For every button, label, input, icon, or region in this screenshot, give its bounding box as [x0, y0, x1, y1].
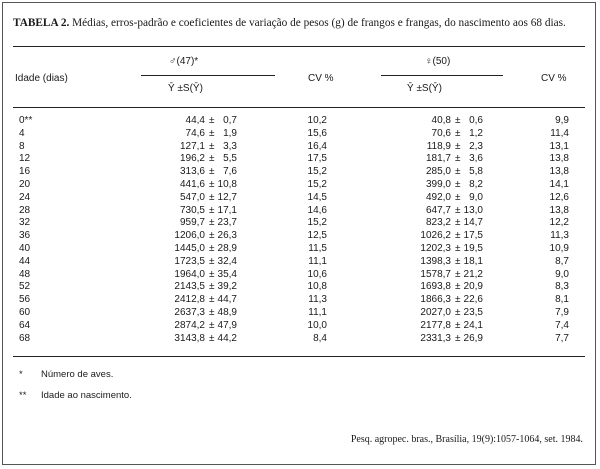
cell-male-se: 44,7: [217, 294, 237, 306]
cell-age: 44: [19, 255, 31, 267]
cell-female-mean: 1398,3: [420, 255, 451, 267]
cell-female-cv: 13,8: [549, 204, 569, 216]
cell-female-mean: 40,8: [431, 115, 451, 126]
cell-female-mean: 70,6: [431, 127, 451, 139]
cell-female-cv: 11,4: [550, 127, 569, 139]
cell-female-cv: 12,6: [549, 191, 569, 203]
cell-female-mean: 1026,2: [420, 230, 451, 242]
cell-male-mean: 3143,8: [174, 332, 205, 344]
cell-male-cv: 11,5: [308, 242, 327, 254]
cell-age: 12: [19, 153, 31, 165]
cell-female-cv: 8,3: [555, 281, 569, 293]
cell-male-mean: 196,2: [179, 153, 205, 165]
table-body: [3, 115, 597, 345]
cell-female-cv: 13,8: [549, 153, 569, 165]
cell-female-cv: 8,7: [555, 255, 569, 267]
table-row: [3, 243, 597, 256]
cell-plus-minus: ±: [209, 306, 215, 318]
cell-plus-minus: ±: [455, 153, 461, 165]
cell-plus-minus: ±: [209, 319, 215, 331]
table-row: [3, 217, 597, 230]
cell-female-se: 20,9: [463, 281, 483, 293]
cell-female-cv: 7,4: [555, 319, 569, 331]
cell-male-cv: 8,4: [313, 332, 327, 344]
cell-plus-minus: ±: [209, 332, 215, 344]
cell-female-mean: 2027,0: [420, 306, 451, 318]
cell-male-cv: 10,8: [307, 281, 327, 293]
cell-female-se: 9,0: [469, 191, 483, 203]
cell-age: 36: [19, 230, 31, 242]
cell-male-cv: 15,2: [307, 166, 327, 178]
cell-plus-minus: ±: [455, 268, 461, 280]
cell-male-se: 12,7: [217, 191, 237, 203]
cell-female-cv: 10,9: [549, 242, 569, 254]
table-row: [3, 269, 597, 282]
cell-male-mean: 1964,0: [174, 268, 205, 280]
cell-male-se: 5,5: [223, 153, 237, 165]
cell-female-mean: 1693,8: [420, 281, 451, 293]
cell-plus-minus: ±: [209, 255, 215, 267]
cell-male-mean: 1445,0: [174, 242, 205, 254]
page: [2, 2, 596, 465]
cell-plus-minus: ±: [455, 294, 461, 306]
cell-male-mean: 730,5: [179, 204, 205, 216]
cell-age: 20: [19, 178, 31, 190]
cell-male-cv: 16,4: [307, 140, 327, 152]
cell-male-cv: 10,0: [307, 319, 327, 331]
cell-male-se: 47,9: [217, 319, 237, 331]
cell-male-se: 32,4: [217, 255, 237, 267]
cell-age: 24: [19, 191, 31, 203]
cell-age: 4: [19, 127, 25, 139]
cell-female-se: 19,5: [463, 242, 483, 254]
cell-plus-minus: ±: [209, 281, 215, 293]
cell-female-se: 1,2: [469, 127, 483, 139]
col-female-mean-se-header: Ȳ ±S(Ȳ): [407, 83, 442, 94]
cell-female-mean: 118,9: [426, 140, 451, 152]
cell-female-se: 21,2: [463, 268, 483, 280]
cell-male-se: 39,2: [217, 281, 237, 293]
cell-female-mean: 399,0: [425, 178, 451, 190]
col-male-mean-se-header: Ȳ ±S(Ȳ): [168, 83, 203, 94]
cell-female-se: 8,2: [469, 178, 483, 190]
cell-male-mean: 2637,3: [174, 306, 205, 318]
cell-plus-minus: ±: [209, 204, 215, 216]
cell-plus-minus: ±: [209, 191, 215, 203]
cell-male-mean: 959,7: [179, 217, 205, 229]
cell-female-mean: 823,2: [425, 217, 451, 229]
cell-plus-minus: ±: [209, 242, 215, 254]
cell-age: 52: [19, 281, 31, 293]
cell-male-mean: 2143,5: [174, 281, 205, 293]
cell-female-cv: 7,7: [555, 332, 569, 344]
cell-female-cv: 14,1: [549, 178, 569, 190]
table-row: [3, 256, 597, 269]
cell-male-cv: 15,2: [307, 217, 327, 229]
cell-female-se: 13,0: [463, 204, 483, 216]
cell-male-se: 35,4: [217, 268, 237, 280]
cell-female-mean: 492,0: [425, 191, 451, 203]
cell-plus-minus: ±: [209, 294, 215, 306]
cell-plus-minus: ±: [209, 217, 215, 229]
female-group-rule: [381, 75, 503, 76]
table-row: [3, 205, 597, 218]
cell-plus-minus: ±: [455, 217, 461, 229]
cell-age: 8: [19, 140, 25, 152]
cell-plus-minus: ±: [455, 166, 461, 178]
cell-male-cv: 17,5: [307, 153, 327, 165]
table-row: [3, 179, 597, 192]
cell-plus-minus: ±: [455, 127, 461, 139]
cell-plus-minus: ±: [455, 140, 461, 152]
bottom-rule: [13, 356, 585, 357]
cell-female-se: 24,1: [463, 319, 483, 331]
cell-age: 0**: [19, 115, 33, 126]
cell-female-se: 23,5: [463, 306, 483, 318]
cell-female-cv: 12,2: [549, 217, 569, 229]
cell-female-se: 3,6: [469, 153, 483, 165]
cell-female-cv: 13,8: [549, 166, 569, 178]
cell-male-cv: 14,5: [307, 191, 327, 203]
cell-plus-minus: ±: [455, 319, 461, 331]
cell-female-cv: 7,9: [555, 306, 569, 318]
footnote-birds: [19, 369, 113, 380]
cell-female-mean: 285,0: [425, 166, 451, 178]
male-group-rule: [141, 75, 275, 76]
cell-age: 48: [19, 268, 31, 280]
cell-male-se: 44,2: [217, 332, 237, 344]
cell-male-mean: 441,6: [179, 178, 205, 190]
cell-male-mean: 44,4: [185, 115, 205, 126]
cell-plus-minus: ±: [209, 115, 215, 126]
cell-male-cv: 14,6: [307, 204, 327, 216]
table-title: Médias, erros-padrão e coeficientes de variação de pesos (g) de frangos e frangas, do nascimento aos 68 dias.: [72, 17, 566, 29]
table-row: [3, 333, 597, 346]
citation: Pesq. agropec. bras., Brasília, 19(9):1057-1064, set. 1984.: [350, 434, 583, 445]
table-row: [3, 166, 597, 179]
cell-female-mean: 647,7: [425, 204, 451, 216]
cell-female-cv: 11,3: [550, 230, 569, 242]
cell-female-se: 17,5: [463, 230, 483, 242]
cell-plus-minus: ±: [455, 255, 461, 267]
col-female-group-header: ♀(50): [425, 56, 451, 67]
table-row: [3, 153, 597, 166]
footnote-mark: *: [19, 369, 23, 380]
cell-age: 40: [19, 242, 31, 254]
cell-plus-minus: ±: [209, 166, 215, 178]
footnote-birth-age: [19, 390, 132, 401]
cell-male-mean: 2412,8: [174, 294, 205, 306]
cell-female-mean: 1866,3: [420, 294, 451, 306]
cell-male-cv: 15,6: [307, 127, 327, 139]
table-row: [3, 192, 597, 205]
cell-male-mean: 547,0: [179, 191, 205, 203]
cell-age: 68: [19, 332, 31, 344]
cell-male-mean: 74,6: [185, 127, 205, 139]
table-row: [3, 141, 597, 154]
col-male-cv-header: CV %: [308, 73, 334, 84]
col-female-cv-header: CV %: [541, 73, 567, 84]
cell-male-cv: 11,1: [308, 306, 327, 318]
cell-male-mean: 313,6: [179, 166, 205, 178]
cell-female-se: 0,6: [469, 115, 483, 126]
cell-male-se: 26,3: [217, 230, 237, 242]
cell-plus-minus: ±: [209, 230, 215, 242]
cell-plus-minus: ±: [455, 115, 461, 126]
col-male-group-header: ♂(47)*: [169, 56, 199, 67]
cell-male-cv: 10,2: [307, 115, 327, 126]
table-row: [3, 230, 597, 243]
cell-male-se: 0,7: [223, 115, 237, 126]
cell-plus-minus: ±: [209, 140, 215, 152]
table-caption: [13, 17, 591, 29]
cell-female-mean: 2177,8: [420, 319, 451, 331]
cell-male-mean: 1206,0: [174, 230, 205, 242]
cell-male-cv: 11,1: [308, 255, 327, 267]
table-row: [3, 115, 597, 128]
cell-female-mean: 2331,3: [420, 332, 451, 344]
cell-plus-minus: ±: [209, 178, 215, 190]
footnote-text: Número de aves.: [41, 369, 114, 380]
cell-plus-minus: ±: [455, 332, 461, 344]
cell-female-se: 14,7: [463, 217, 483, 229]
cell-male-se: 1,9: [223, 127, 237, 139]
cell-age: 32: [19, 217, 31, 229]
cell-age: 64: [19, 319, 31, 331]
cell-plus-minus: ±: [455, 191, 461, 203]
cell-plus-minus: ±: [455, 281, 461, 293]
cell-female-se: 5,8: [469, 166, 483, 178]
cell-age: 28: [19, 204, 31, 216]
cell-male-cv: 11,3: [308, 294, 327, 306]
cell-female-mean: 181,7: [425, 153, 451, 165]
cell-male-se: 23,7: [217, 217, 237, 229]
top-rule: [13, 46, 585, 47]
header-rule: [13, 107, 585, 108]
cell-male-mean: 1723,5: [174, 255, 205, 267]
table-row: [3, 281, 597, 294]
cell-female-cv: 13,1: [549, 140, 569, 152]
table-row: [3, 128, 597, 141]
cell-plus-minus: ±: [209, 127, 215, 139]
cell-male-se: 3,3: [223, 140, 237, 152]
cell-age: 60: [19, 306, 31, 318]
cell-male-cv: 10,6: [307, 268, 327, 280]
cell-plus-minus: ±: [455, 242, 461, 254]
cell-plus-minus: ±: [455, 230, 461, 242]
table-label: TABELA 2.: [13, 17, 70, 29]
cell-female-cv: 9,0: [555, 268, 569, 280]
cell-female-se: 18,1: [463, 255, 483, 267]
cell-female-cv: 8,1: [555, 294, 569, 306]
table-row: [3, 307, 597, 320]
table-row: [3, 320, 597, 333]
cell-plus-minus: ±: [209, 153, 215, 165]
cell-male-se: 17,1: [217, 204, 237, 216]
cell-male-se: 28,9: [217, 242, 237, 254]
cell-plus-minus: ±: [455, 306, 461, 318]
cell-male-cv: 15,2: [307, 178, 327, 190]
cell-age: 16: [19, 166, 31, 178]
table-row: [3, 294, 597, 307]
cell-female-cv: 9,9: [555, 115, 569, 126]
cell-female-se: 2,3: [469, 140, 483, 152]
footnote-text: Idade ao nascimento.: [41, 390, 132, 401]
col-age-header: Idade (dias): [15, 73, 68, 84]
cell-male-se: 48,9: [217, 306, 237, 318]
footnote-mark: **: [19, 390, 27, 401]
cell-female-mean: 1202,3: [420, 242, 451, 254]
cell-age: 56: [19, 294, 31, 306]
cell-plus-minus: ±: [455, 178, 461, 190]
cell-male-se: 10,8: [217, 178, 237, 190]
cell-plus-minus: ±: [455, 204, 461, 216]
cell-plus-minus: ±: [209, 268, 215, 280]
cell-female-mean: 1578,7: [420, 268, 451, 280]
cell-male-se: 7,6: [223, 166, 237, 178]
cell-female-se: 22,6: [463, 294, 483, 306]
cell-male-mean: 2874,2: [174, 319, 205, 331]
cell-female-se: 26,9: [463, 332, 483, 344]
cell-male-cv: 12,5: [307, 230, 327, 242]
cell-male-mean: 127,1: [179, 140, 205, 152]
